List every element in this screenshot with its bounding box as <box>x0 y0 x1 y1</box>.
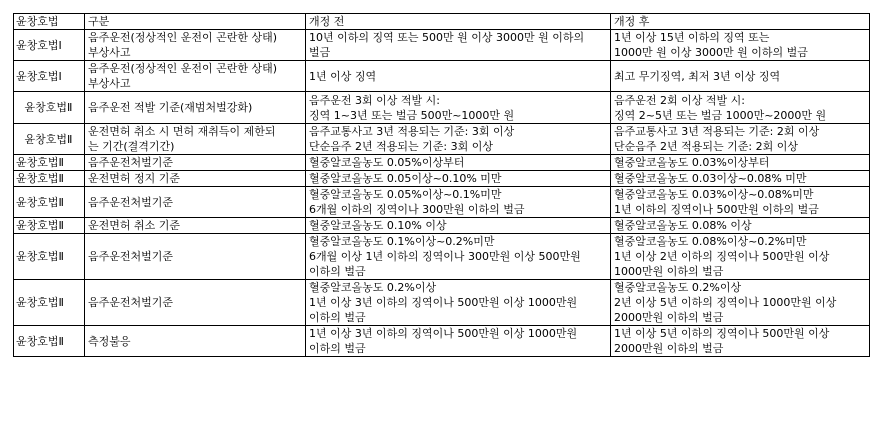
after-text-line: 혈중알코올농도 0.2%이상 <box>614 281 742 294</box>
before-cell <box>306 92 611 124</box>
law-name-cell: 윤창호법Ⅱ <box>14 92 85 124</box>
before-text-line: 10년 이하의 징역 또는 500만 원 이상 3000만 원 이하의 <box>309 31 585 44</box>
before-text-line: 6개월 이상 1년 이하의 징역이나 300만원 이상 500만원 <box>309 250 581 263</box>
before-cell <box>306 280 611 326</box>
header-after: 개정 후 <box>611 14 870 30</box>
law-comparison-table <box>13 13 870 357</box>
before-text-line: 징역 1~3년 또는 벌금 500만~1000만 원 <box>309 108 515 122</box>
law-name-cell: 윤창호법Ⅰ <box>14 61 85 92</box>
law-name-cell: 윤창호법Ⅰ <box>14 30 85 61</box>
after-text-line: 혈중알코올농도 0.03%이상~0.08%미만 <box>614 188 814 201</box>
before-text-line: 음주교통사고 3년 적용되는 기준: 3회 이상 <box>309 125 515 138</box>
after-text-line: 혈중알코올농도 0.03%이상부터 <box>614 156 770 169</box>
before-cell <box>306 234 611 280</box>
after-text-line: 2년 이상 5년 이하의 징역이나 1000만원 이상 <box>614 296 837 309</box>
law-name-cell: 윤창호법Ⅱ <box>14 326 85 357</box>
category-text-line: 운전면허 취소 시 면허 재취득이 제한되 <box>88 125 276 138</box>
before-text-line: 1년 이상 3년 이하의 징역이나 500만원 이상 1000만원 <box>309 327 578 340</box>
law-name-cell: 윤창호법Ⅱ <box>14 234 85 280</box>
after-text-line: 징역 2~5년 또는 벌금 1000만~2000만 원 <box>614 108 827 122</box>
after-cell <box>611 124 870 155</box>
after-text-line: 단순음주 2년 적용되는 기준: 2회 이상 <box>614 140 798 153</box>
table-row <box>14 218 870 234</box>
category-cell <box>85 92 306 124</box>
category-cell <box>85 326 306 357</box>
before-text-line: 혈중알코올농도 0.05%이상부터 <box>309 156 465 169</box>
category-cell <box>85 30 306 61</box>
before-text-line: 벌금 <box>309 46 331 59</box>
table-row <box>14 326 870 357</box>
category-cell <box>85 124 306 155</box>
before-text-line: 혈중알코올농도 0.1%이상~0.2%미만 <box>309 235 495 248</box>
before-text-line: 혈중알코올농도 0.10% 이상 <box>309 219 447 232</box>
after-text-line: 혈중알코올농도 0.08% 이상 <box>614 219 752 232</box>
category-text-line: 음주운전(정상적인 운전이 곤란한 상태) <box>88 62 278 75</box>
category-text-line: 음주운전(정상적인 운전이 곤란한 상태) <box>88 31 278 44</box>
header-row <box>14 14 870 30</box>
before-text-line: 이하의 벌금 <box>309 342 366 355</box>
table-row <box>14 280 870 326</box>
before-cell <box>306 61 611 92</box>
table-row <box>14 30 870 61</box>
table-row <box>14 124 870 155</box>
category-text-line: 부상사고 <box>88 77 131 90</box>
after-cell <box>611 155 870 171</box>
category-text-line: 운전면허 정지 기준 <box>88 172 181 185</box>
law-name-cell: 윤창호법Ⅱ <box>14 124 85 155</box>
header-before: 개정 전 <box>306 14 611 30</box>
header-law: 윤창호법 <box>14 14 85 30</box>
law-name-cell: 윤창호법Ⅱ <box>14 218 85 234</box>
after-text-line: 혈중알코올농도 0.03이상~0.08% 미만 <box>614 172 807 185</box>
before-text-line: 혈중알코올농도 0.2%이상 <box>309 281 437 294</box>
after-cell <box>611 280 870 326</box>
table-row <box>14 61 870 92</box>
category-cell <box>85 61 306 92</box>
before-cell <box>306 218 611 234</box>
after-cell <box>611 30 870 61</box>
after-cell <box>611 171 870 187</box>
before-text-line: 혈중알코올농도 0.05이상~0.10% 미만 <box>309 172 502 185</box>
after-cell <box>611 92 870 124</box>
after-cell <box>611 326 870 357</box>
category-cell <box>85 234 306 280</box>
category-cell <box>85 187 306 218</box>
table-row <box>14 171 870 187</box>
category-text-line: 는 기간(결격기간) <box>88 140 175 153</box>
category-cell <box>85 171 306 187</box>
category-text-line: 측정불응 <box>88 334 131 348</box>
law-name-cell: 윤창호법Ⅱ <box>14 171 85 187</box>
before-text-line: 이하의 벌금 <box>309 265 366 278</box>
category-text-line: 음주운전 적발 기준(재범처벌강화) <box>88 101 253 114</box>
after-text-line: 음주교통사고 3년 적용되는 기준: 2회 이상 <box>614 125 820 138</box>
before-text-line: 6개월 이하의 징역이나 300만원 이하의 벌금 <box>309 203 525 216</box>
table-row <box>14 155 870 171</box>
category-text-line: 부상사고 <box>88 46 131 59</box>
after-text-line: 1년 이상 5년 이하의 징역이나 500만원 이상 <box>614 327 830 340</box>
before-cell <box>306 155 611 171</box>
before-text-line: 1년 이상 징역 <box>309 69 377 83</box>
category-text-line: 음주운전처벌기준 <box>88 250 174 263</box>
before-cell <box>306 187 611 218</box>
law-name-cell: 윤창호법Ⅱ <box>14 187 85 218</box>
after-text-line: 1000만원 이하의 벌금 <box>614 265 724 278</box>
category-cell <box>85 155 306 171</box>
table-row <box>14 234 870 280</box>
law-name-cell: 윤창호법Ⅱ <box>14 155 85 171</box>
before-text-line: 단순음주 2년 적용되는 기준: 3회 이상 <box>309 140 493 153</box>
after-cell <box>611 61 870 92</box>
after-text-line: 음주운전 2회 이상 적발 시: <box>614 93 745 107</box>
category-cell <box>85 280 306 326</box>
before-text-line: 음주운전 3회 이상 적발 시: <box>309 93 440 107</box>
category-text-line: 음주운전처벌기준 <box>88 195 174 209</box>
header-category: 구분 <box>85 14 306 30</box>
before-text-line: 1년 이상 3년 이하의 징역이나 500만원 이상 1000만원 <box>309 296 578 309</box>
after-text-line: 1000만 원 이상 3000만 원 이하의 벌금 <box>614 46 808 59</box>
law-name-cell: 윤창호법Ⅱ <box>14 280 85 326</box>
table-row <box>14 187 870 218</box>
category-cell <box>85 218 306 234</box>
after-cell <box>611 218 870 234</box>
category-text-line: 운전면허 취소 기준 <box>88 219 181 232</box>
table-row <box>14 92 870 124</box>
after-text-line: 1년 이하의 징역이나 500만원 이하의 벌금 <box>614 203 819 216</box>
category-text-line: 음주운전처벌기준 <box>88 156 174 169</box>
after-cell <box>611 234 870 280</box>
after-cell <box>611 187 870 218</box>
after-text-line: 혈중알코올농도 0.08%이상~0.2%미만 <box>614 235 807 248</box>
category-text-line: 음주운전처벌기준 <box>88 296 174 309</box>
after-text-line: 최고 무기징역, 최저 3년 이상 징역 <box>614 69 781 83</box>
after-text-line: 2000만원 이하의 벌금 <box>614 311 724 324</box>
before-cell <box>306 326 611 357</box>
after-text-line: 1년 이상 15년 이하의 징역 또는 <box>614 31 770 44</box>
after-text-line: 1년 이상 2년 이하의 징역이나 500만원 이상 <box>614 250 830 263</box>
before-cell <box>306 30 611 61</box>
comparison-table-container <box>13 13 870 357</box>
after-text-line: 2000만원 이하의 벌금 <box>614 342 724 355</box>
before-text-line: 혈중알코올농도 0.05%이상~0.1%미만 <box>309 188 502 201</box>
before-text-line: 이하의 벌금 <box>309 311 366 324</box>
before-cell <box>306 171 611 187</box>
before-cell <box>306 124 611 155</box>
